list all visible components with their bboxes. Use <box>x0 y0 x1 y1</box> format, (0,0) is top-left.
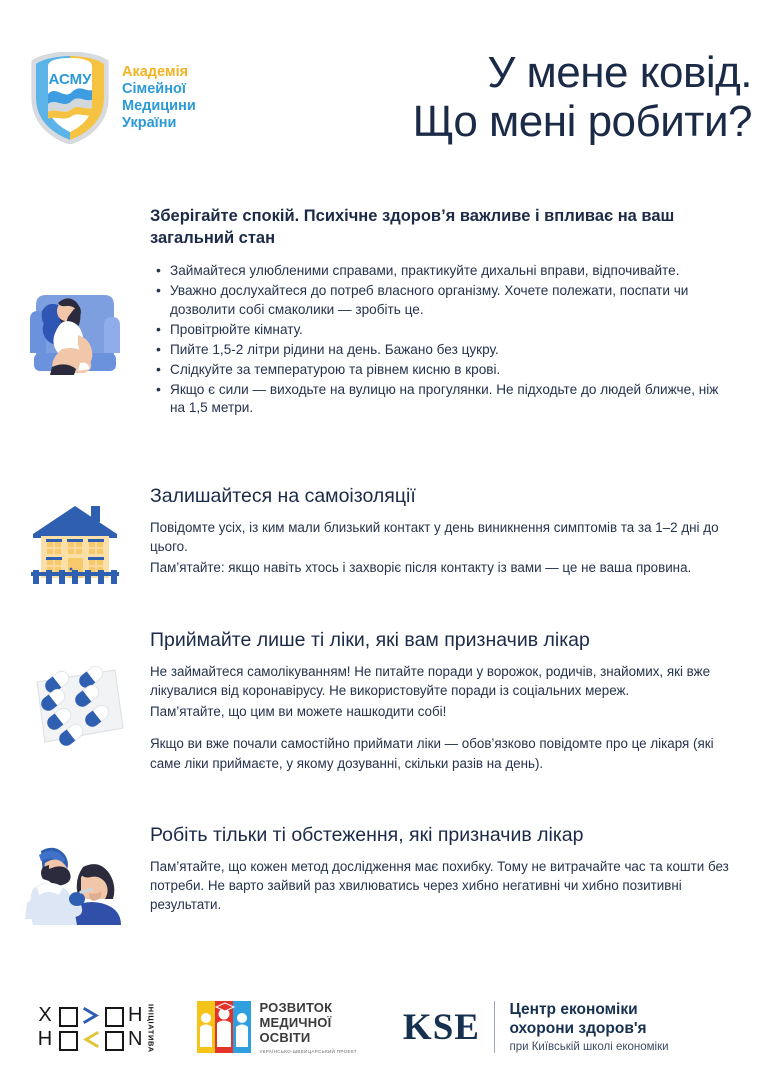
list-item: • Займайтеся улюбленими справами, практикуйте дихальні вправи, відпочивайте. <box>168 262 735 281</box>
hodon-glyph-h: Н <box>128 1003 143 1026</box>
hodon-initiative-logo <box>36 1003 156 1053</box>
list-item: • Слідкуйте за температурою та рівнем кисню в крові. <box>168 361 735 380</box>
paragraph: Пам’ятайте, що кожен метод дослідження має похибку. Тому не витрачайте час та кошти без потреби. Не варто зайвий раз хвилюватись через хибно негативні чи хибно позитивні результати. <box>150 859 729 913</box>
asmu-logo <box>28 52 196 144</box>
paragraph: Якщо ви вже почали самостійно приймати ліки — обов’язково повідомте про це лікаря (які саме ліки приймаєте, у якому дозуванні, скільки разів на день). <box>150 736 714 771</box>
section-calm-body <box>150 205 763 419</box>
section-calm-illustration-wrap <box>0 205 150 419</box>
section-calm <box>0 205 763 419</box>
section-medication-body <box>150 628 763 775</box>
section-isolation-illustration-wrap <box>0 484 150 586</box>
hodon-logo-grid <box>36 1005 123 1050</box>
page-header <box>0 42 763 172</box>
brand-line-4: України <box>122 115 177 132</box>
hodon-glyph-box-4 <box>105 1029 123 1050</box>
page-title <box>232 48 752 147</box>
rmo-subtitle: УКРАЇНСЬКО-ШВЕЙЦАРСЬКИЙ ПРОЕКТ <box>259 1049 357 1055</box>
list-item: • Провітрюйте кімнату. <box>168 321 735 340</box>
rmo-line-3: ОСВІТИ <box>259 1030 311 1046</box>
kse-line-3: при Київській школі економіки <box>509 1041 669 1054</box>
kse-wordmark: KSE <box>402 1006 480 1048</box>
section-calm-heading: Зберігайте спокій. Психічне здоров’я важливе і впливає на ваш загальний стан <box>150 207 675 248</box>
asmu-shield-text: АСМУ <box>48 71 92 88</box>
section-tests-heading: Робіть тільки ті обстеження, які призначив лікар <box>150 824 584 846</box>
kse-text-block <box>509 1001 668 1054</box>
section-isolation-heading: Залишайтеся на самоізоляції <box>150 485 416 507</box>
house-illustration <box>25 500 125 586</box>
rmo-text-block <box>259 1000 356 1054</box>
title-line-2: Що мені робити? <box>412 97 752 147</box>
paragraph: Пам’ятайте, що цим ви можете нашкодити собі! <box>150 704 447 720</box>
section-tests-body <box>150 823 763 927</box>
hodon-vertical-label: ІНІЦІАТИВА <box>146 1004 156 1053</box>
hodon-glyph-box-3 <box>59 1029 77 1050</box>
rmo-line-1: РОЗВИТОК <box>259 999 333 1015</box>
woman-resting-in-armchair-illustration <box>22 279 128 379</box>
section-medication-illustration-wrap <box>0 628 150 775</box>
paragraph: Пам’ятайте: якщо навіть хтось і захворіє після контакту із вами — це не ваша провина. <box>150 560 692 576</box>
brand-line-1: Академія <box>122 63 189 80</box>
hodon-glyph-n1: Н <box>37 1027 53 1050</box>
rmo-line-2: МЕДИЧНОЇ <box>259 1014 332 1030</box>
hodon-glyph-x: X <box>38 1003 52 1026</box>
list-item: • Уважно дослухайтеся до потреб власного організму. Хочете полежати, поспати чи дозволити собі смаколики — зробіть це. <box>168 282 735 320</box>
section-isolation-body <box>150 484 763 586</box>
nasal-swab-test-illustration <box>19 837 131 927</box>
rmo-mark-icon <box>197 1001 251 1053</box>
hodon-arrow-right-icon <box>82 1005 100 1026</box>
hodon-glyph-box-1 <box>59 1005 77 1026</box>
section-medication-heading: Приймайте лише ті ліки, які вам призначив лікар <box>150 629 590 651</box>
paragraph: Не займайтеся самолікуванням! Не питайте поради у ворожок, родичів, знайомих, які вже лікувалися від коронавірусу. Не використовуйте поради із соціальних мереж. <box>150 664 711 699</box>
title-line-1: У мене ковід. <box>487 48 752 97</box>
section-tests <box>0 823 763 927</box>
paragraph: Повідомте усіх, із ким мали близький контакт у день виникнення симптомів та за 1–2 дні до цього. <box>150 520 719 555</box>
brand-line-3: Медицини <box>122 98 196 114</box>
list-item: • Пийте 1,5-2 літри рідини на день. Бажано без цукру. <box>168 341 735 360</box>
kse-logo <box>403 1001 669 1054</box>
hodon-arrow-left-icon <box>82 1029 100 1050</box>
hodon-glyph-box-2 <box>105 1005 123 1026</box>
list-item: • Якщо є сили — виходьте на вулицю на прогулянки. Не підходьте до людей ближче, ніж на 1,5 метри. <box>168 381 735 419</box>
section-calm-bullet-list <box>150 262 735 418</box>
section-medication <box>0 628 763 775</box>
kse-divider <box>494 1001 496 1053</box>
section-isolation <box>0 484 763 586</box>
hodon-glyph-n2: N <box>128 1027 143 1050</box>
section-tests-illustration-wrap <box>0 823 150 927</box>
kse-line-1: Центр економіки <box>509 1000 638 1018</box>
pill-blister-pack-illustration <box>19 666 131 754</box>
asmu-name-block <box>122 64 196 132</box>
kse-line-2: охорони здоров'я <box>509 1019 647 1037</box>
rmo-logo <box>197 1000 356 1054</box>
brand-line-2: Сімейної <box>122 80 186 97</box>
page-footer <box>0 977 763 1077</box>
asmu-shield-icon <box>28 52 112 144</box>
